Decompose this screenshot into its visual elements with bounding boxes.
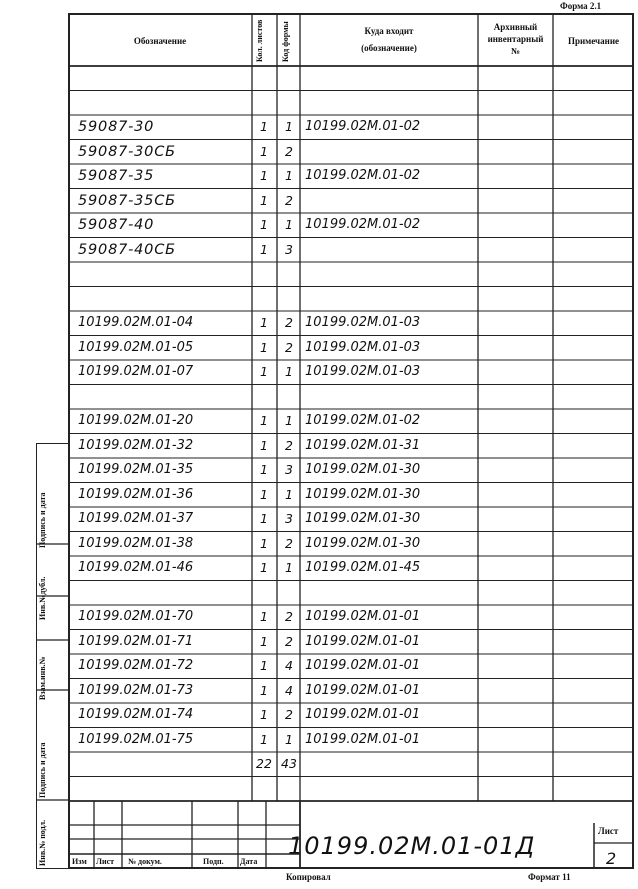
row-sheets: 1 [260, 241, 268, 257]
row-form-code: 3 [285, 462, 293, 477]
row-sheets: 1 [260, 560, 268, 575]
row-form-code: 2 [285, 339, 293, 355]
header-archive-1: Архивный [493, 22, 538, 32]
row-used-in: 10199.02М.01-02 [305, 413, 421, 428]
row-designation: 10199.02М.01-71 [78, 633, 194, 649]
row-used-in: 10199.02М.01-30 [305, 535, 421, 551]
row-sheets: 1 [260, 511, 268, 526]
side-label-inv-orig: Инв.№ подл. [38, 819, 47, 866]
footer-format: Формат 11 [528, 872, 571, 882]
stamp-col-list: Лист [96, 857, 115, 866]
stamp-col-izm: Изм [72, 857, 87, 866]
row-sheets: 1 [260, 682, 268, 698]
row-designation: 10199.02М.01-20 [78, 413, 194, 428]
header-note: Примечание [567, 36, 620, 46]
row-form-code: 2 [285, 437, 293, 453]
row-sheets: 1 [260, 217, 268, 232]
row-used-in: 10199.02М.01-01 [305, 682, 421, 698]
row-designation: 59087-30 [78, 119, 155, 135]
footer-copied: Копировал [286, 872, 331, 882]
row-used-in: 10199.02М.01-01 [305, 609, 421, 624]
row-used-in: 10199.02М.01-01 [305, 658, 421, 673]
sheet-number: 2 [606, 849, 617, 868]
row-designation: 10199.02М.01-72 [78, 658, 194, 673]
row-form-code: 2 [285, 143, 293, 159]
row-form-code: 3 [285, 241, 293, 257]
row-sheets: 1 [260, 609, 268, 624]
row-form-code: 1 [285, 168, 293, 183]
row-used-in: 10199.02М.01-02 [305, 119, 421, 134]
row-sheets: 1 [260, 658, 268, 673]
row-designation: 10199.02М.01-46 [78, 560, 194, 575]
row-used-in: 10199.02М.01-31 [305, 437, 421, 453]
row-designation: 10199.02М.01-36 [78, 486, 194, 502]
row-used-in: 10199.02М.01-01 [305, 633, 421, 649]
stamp-col-sign: Подп. [203, 857, 224, 866]
row-used-in: 10199.02М.01-01 [305, 731, 421, 747]
row-form-code: 2 [285, 315, 293, 330]
row-form-code: 1 [285, 364, 293, 379]
row-sheets: 1 [260, 731, 268, 747]
row-designation: 10199.02М.01-35 [78, 462, 194, 477]
row-form-code: 3 [285, 511, 293, 526]
header-archive-3: № [510, 46, 521, 56]
header-used-in-1: Куда входит [364, 26, 414, 36]
row-used-in: 10199.02М.01-03 [305, 339, 421, 355]
row-designation: 10199.02М.01-38 [78, 535, 194, 551]
row-sheets: 1 [260, 437, 268, 453]
stamp-col-date: Дата [240, 857, 258, 866]
row-used-in: 10199.02М.01-02 [305, 168, 421, 183]
row-sheets: 1 [260, 192, 268, 208]
side-label-sign-date-2: Подпись и дата [38, 492, 47, 548]
row-sheets: 22 [256, 756, 272, 771]
header-designation: Обозначение [133, 36, 187, 46]
row-used-in: 10199.02М.01-45 [305, 560, 421, 575]
row-sheets: 1 [260, 633, 268, 649]
row-designation: 10199.02М.01-37 [78, 511, 194, 526]
row-sheets: 1 [260, 486, 268, 502]
sheet-label: Лист [598, 826, 619, 836]
row-used-in: 10199.02М.01-01 [305, 707, 421, 722]
row-sheets: 1 [260, 707, 268, 722]
row-used-in: 10199.02М.01-30 [305, 511, 421, 526]
row-form-code: 1 [285, 560, 293, 575]
row-sheets: 1 [260, 119, 268, 134]
row-sheets: 1 [260, 462, 268, 477]
row-used-in: 10199.02М.01-30 [305, 486, 421, 502]
row-sheets: 1 [260, 364, 268, 379]
row-designation: 10199.02М.01-07 [78, 364, 194, 379]
row-designation: 59087-35СБ [78, 192, 176, 209]
row-form-code: 1 [285, 119, 293, 134]
row-designation: 10199.02М.01-04 [78, 315, 194, 330]
row-form-code: 1 [285, 413, 293, 428]
header-archive-2: инвентарный [487, 34, 544, 44]
header-form-code: Код формы [281, 21, 290, 62]
row-form-code: 1 [285, 486, 293, 502]
row-form-code: 2 [285, 609, 293, 624]
row-form-code: 2 [285, 707, 293, 722]
row-designation: 59087-35 [78, 168, 155, 184]
form-label: Форма 2.1 [560, 1, 602, 11]
row-sheets: 1 [260, 413, 268, 428]
header-sheets: Кол. листов [255, 19, 264, 62]
row-form-code: 4 [285, 658, 293, 673]
side-label-replaced-inv: Взам.инв.№ [38, 656, 47, 700]
side-label-inv-dup: Инв.№дубл. [38, 576, 47, 620]
row-form-code: 43 [281, 756, 297, 771]
row-designation: 10199.02М.01-74 [78, 707, 194, 722]
row-used-in: 10199.02М.01-03 [305, 364, 421, 379]
row-used-in: 10199.02М.01-30 [305, 462, 421, 477]
row-designation: 10199.02М.01-70 [78, 609, 194, 624]
document-number: 10199.02М.01-01Д [288, 832, 536, 860]
row-designation: 10199.02М.01-32 [78, 437, 194, 453]
header-used-in-2: (обозначение) [361, 43, 417, 53]
row-designation: 10199.02М.01-73 [78, 682, 194, 698]
stamp-col-doc: № докум. [128, 857, 162, 866]
row-designation: 59087-40СБ [78, 241, 176, 258]
row-designation: 10199.02М.01-75 [78, 731, 194, 747]
row-sheets: 1 [260, 315, 268, 330]
row-sheets: 1 [260, 168, 268, 183]
row-used-in: 10199.02М.01-03 [305, 315, 421, 330]
row-sheets: 1 [260, 339, 268, 355]
row-form-code: 2 [285, 633, 293, 649]
row-form-code: 1 [285, 731, 293, 747]
side-label-sign-date-1: Подпись и дата [38, 742, 47, 798]
row-used-in: 10199.02М.01-02 [305, 217, 421, 232]
row-form-code: 2 [285, 192, 293, 208]
row-form-code: 2 [285, 535, 293, 551]
row-form-code: 4 [285, 682, 293, 698]
row-designation: 59087-40 [78, 217, 155, 233]
row-designation: 59087-30СБ [78, 143, 176, 160]
row-sheets: 1 [260, 143, 268, 159]
row-sheets: 1 [260, 535, 268, 551]
row-form-code: 1 [285, 217, 293, 232]
row-designation: 10199.02М.01-05 [78, 339, 194, 355]
